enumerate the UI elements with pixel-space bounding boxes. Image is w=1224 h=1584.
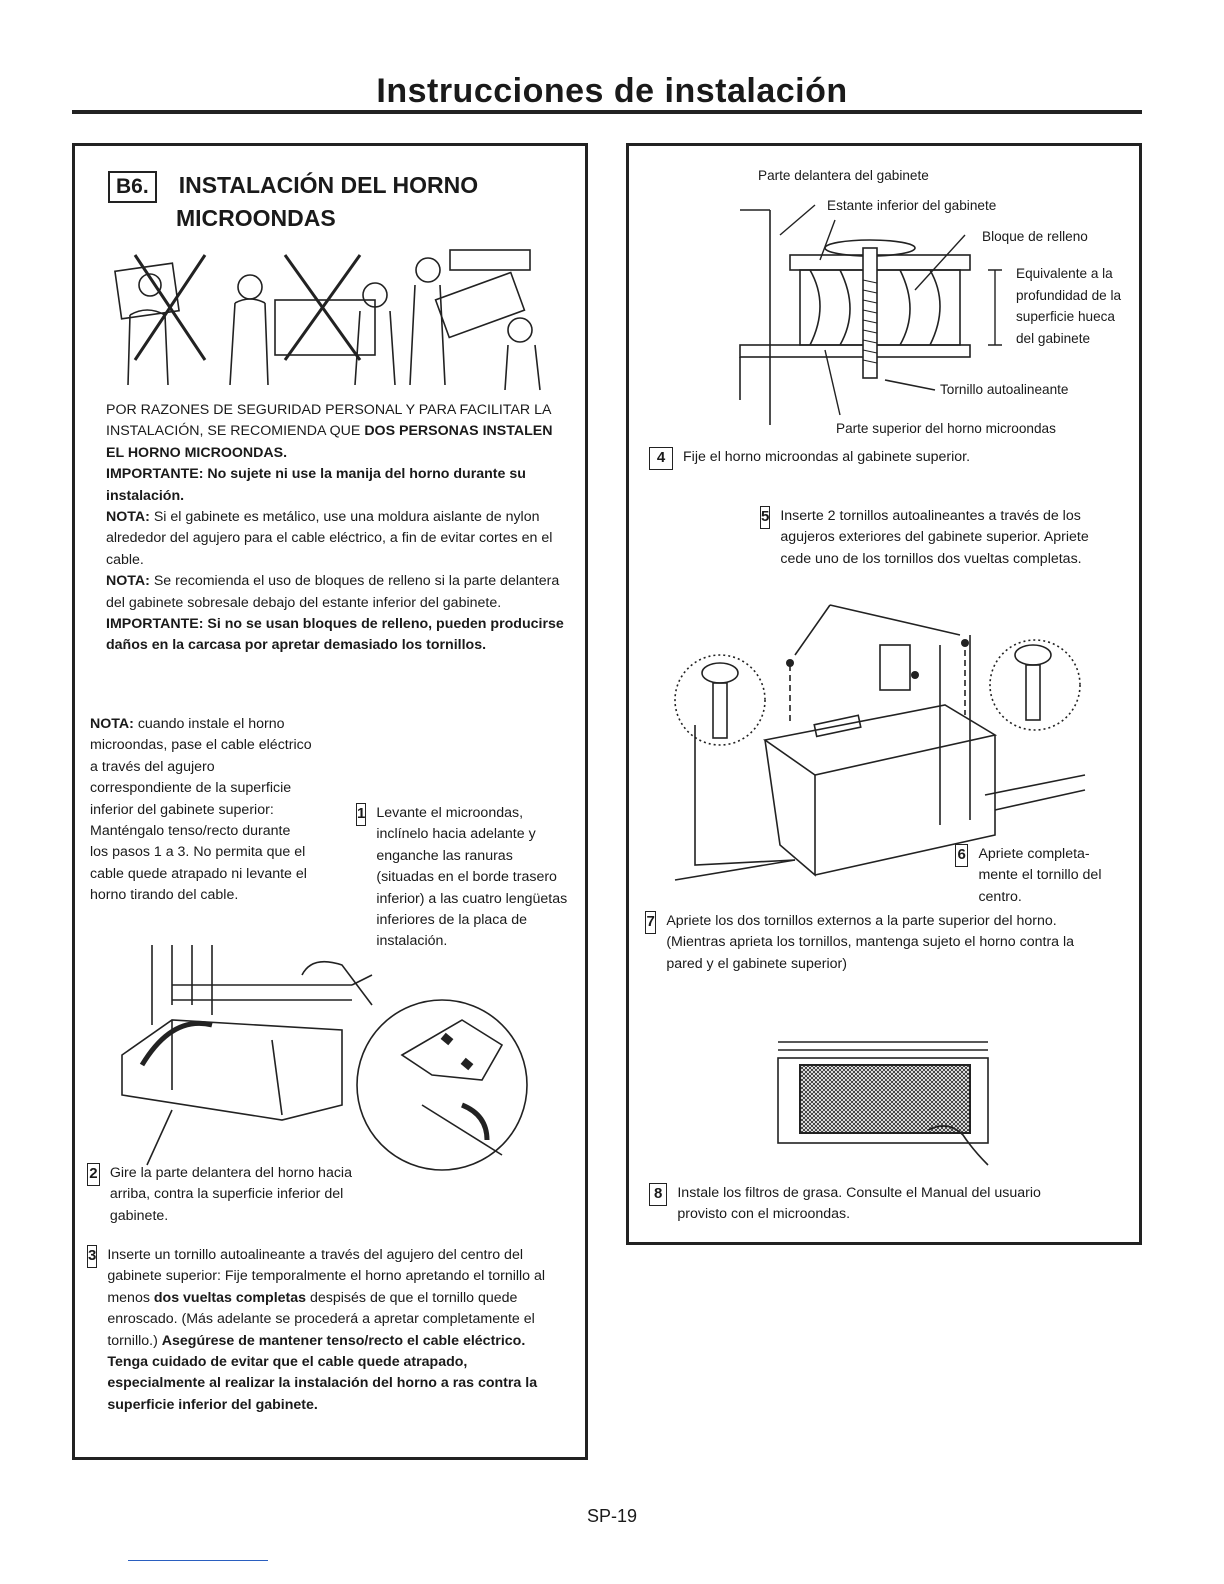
step-8-number: 8	[649, 1183, 667, 1206]
step-5	[760, 506, 1120, 570]
step-2-text: Gire la parte delantera del horno hacia arriba, contra la superficie inferior del gabinete.	[109, 1165, 352, 1224]
step-1	[356, 803, 574, 953]
section-code: B6.	[108, 171, 157, 203]
section-heading	[108, 170, 478, 233]
note-1	[106, 507, 571, 571]
safety-text: POR RAZONES DE SEGURIDAD PERSONAL Y PARA FACILITAR LA INSTALACIÓN, SE RECOMIENDA QUE	[106, 402, 551, 440]
label-self-align-screw: Tornillo autoalineante	[940, 382, 1069, 397]
step-6	[955, 844, 1125, 908]
note-2-text: Se recomienda el uso de bloques de relleno si la parte delantera del gabinete sobresale debajo del estante inferior del gabinete.	[106, 573, 560, 611]
step-1-number: 1	[356, 803, 366, 826]
step-5-text: Inserte 2 tornillos autoalineantes a través de los agujeros exteriores del gabinete superior. Apriete cede uno de los tornillos dos vueltas completas.	[780, 508, 1089, 567]
screw-install-diagram	[675, 595, 1095, 885]
label-lower-shelf: Estante inferior del gabinete	[827, 198, 997, 213]
title-rule	[72, 110, 1142, 114]
step-3-bold-a: dos vueltas completas	[153, 1289, 307, 1306]
step-3-number: 3	[87, 1245, 97, 1268]
step-8	[649, 1183, 1079, 1226]
step-7-number: 7	[645, 911, 656, 934]
step-7	[645, 911, 1085, 975]
label-filler-block: Bloque de relleno	[982, 229, 1088, 244]
note-3	[90, 714, 312, 907]
safety-paragraph	[106, 400, 571, 464]
label-oven-top: Parte superior del horno microondas	[836, 421, 1056, 436]
note-3-label: NOTA:	[90, 716, 134, 732]
step-3-text-b: despisés de que el tornillo quede enroscado. (Más adelante se procederá a apretar completamente el tornillo.)	[107, 1289, 535, 1349]
label-equivalent-depth: Equivalente a la profundidad de la superficie hueca del gabinete	[1016, 266, 1122, 346]
step-2	[87, 1163, 377, 1227]
filler-block-diagram	[740, 200, 970, 430]
step-3-text	[107, 1245, 565, 1416]
note-1-label: NOTA:	[106, 509, 150, 526]
important-2: IMPORTANTE: Si no se usan bloques de relleno, pueden producirse daños en la carcasa por apretar demasiado los tornillos.	[106, 616, 564, 654]
step-7-text: Apriete los dos tornillos externos a la parte superior del horno. (Mientras aprieta los tornillos, mantenga sujeto el horno contra la pared y el gabinete superior)	[666, 913, 1075, 972]
step-3-text-a: Inserte un tornillo autoalineante a través del agujero del centro del gabinete superior: Fije temporalmente el horno apretando el tornillo al menos	[107, 1247, 546, 1306]
label-front-cabinet: Parte delantera del gabinete	[758, 168, 929, 183]
step-3-bold-b: Asegúrese de mantener tenso/recto el cable eléctrico. Tenga cuidado de evitar que el cable quede atrapado, especialmente al realizar la instalación del horno a ras contra la superficie inferior del gabinete.	[107, 1332, 538, 1413]
step-6-number: 6	[955, 844, 968, 867]
step-4-text: Fije el horno microondas al gabinete superior.	[683, 449, 971, 465]
note-2	[106, 571, 571, 614]
section-title-line-2: MICROONDAS	[176, 205, 336, 231]
step-6-text: Apriete completa-mente el tornillo del centro.	[978, 846, 1102, 905]
two-person-lift-illustration	[110, 245, 550, 395]
footer-rule	[128, 1560, 268, 1561]
important-1: IMPORTANTE: No sujete ni use la manija del horno durante su instalación.	[106, 466, 526, 504]
page-title: Instrucciones de instalación	[376, 72, 848, 110]
page-number: SP-19	[586, 1506, 638, 1526]
hanging-microwave-illustration	[112, 945, 532, 1170]
step-3	[87, 1245, 565, 1416]
step-8-text: Instale los filtros de grasa. Consulte el Manual del usuario provisto con el microondas.	[677, 1185, 1041, 1223]
safety-bold-text: DOS PERSONAS INSTALEN EL HORNO MICROONDAS.	[106, 423, 553, 461]
step-5-number: 5	[760, 506, 770, 529]
section-title-line-1: INSTALACIÓN DEL HORNO	[178, 172, 479, 198]
step-4-number: 4	[649, 447, 673, 470]
step-4	[649, 447, 1119, 470]
safety-block	[106, 400, 571, 657]
note-3-text: cuando instale el horno microondas, pase el cable eléctrico a través del agujero correspondiente de la superficie inferior del gabinete superior: Manténgalo tenso/recto durante los pasos 1 a 3. No permita que el cable quede atrapado ni levante el horno tirando del cable.	[90, 716, 312, 904]
step-1-text: Levante el microondas, inclínelo hacia adelante y enganche las ranuras (situadas en el borde trasero inferior) a las cuatro lengüetas inferiores de la placa de instalación.	[376, 805, 568, 950]
step-2-number: 2	[87, 1163, 100, 1186]
note-1-text: Si el gabinete es metálico, use una moldura aislante de nylon alrededor del agujero para el cable eléctrico, a fin de evitar cortes en el cable.	[106, 509, 553, 568]
grease-filter-illustration	[778, 1040, 993, 1170]
note-2-label: NOTA:	[106, 573, 150, 590]
